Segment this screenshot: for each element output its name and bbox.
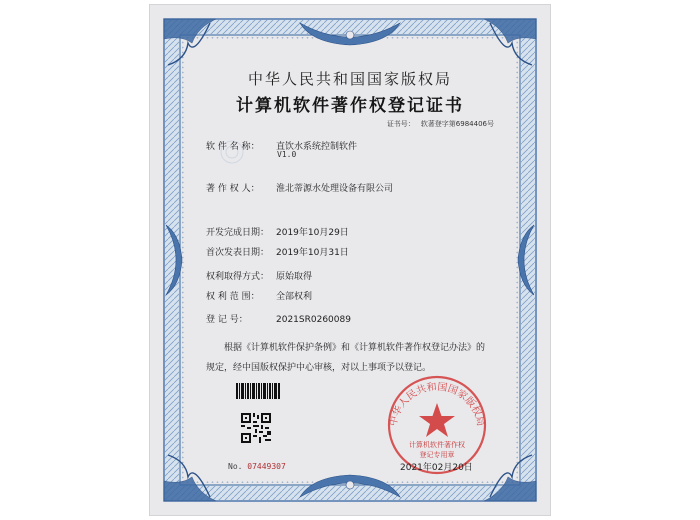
serial-number [228,462,286,471]
field-label: 权利取得方式： [206,272,270,282]
field-label: 开发完成日期： [206,228,270,238]
field-value: 原始取得 [276,272,313,282]
software-version: V1.0 [277,150,297,159]
field-rights-scope [206,289,312,302]
field-label: 登 记 号： [206,315,248,325]
certificate-number [387,119,494,129]
field-registration-number [206,312,351,325]
certificate-sheet [150,5,550,515]
body-text-line-2: 规定，经中国版权保护中心审核，对以上事项予以登记。 [206,363,432,373]
qr-code [241,413,271,443]
field-pub-date [206,245,349,258]
body-text-line-1: 根据《计算机软件保护条例》和《计算机软件著作权登记办法》的 [224,343,486,353]
issuer-title: 中华人民共和国国家版权局 [247,70,452,88]
certificate-number-label: 证书号： [386,120,415,128]
field-value: 直饮水系统控制软件 [276,142,358,152]
field-label: 著 作 权 人： [206,184,260,194]
serial-prefix: No. [228,462,243,471]
field-value: 全部权利 [276,292,313,302]
field-value: 淮北蒂源水处理设备有限公司 [276,184,394,194]
field-label: 权 利 范 围： [206,292,260,302]
field-copyright-owner [206,181,393,194]
certificate-title: 计算机软件著作权登记证书 [236,96,464,116]
seal-inner-line-2: 登记专用章 [419,451,455,459]
serial-value: 07449307 [247,462,286,471]
field-value: 2019年10月29日 [276,228,349,238]
field-acquire-method [206,269,312,282]
field-value: 2019年10月31日 [276,248,349,258]
seal-outer-text: 中华人民共和国国家版权局 [388,381,486,428]
field-value: 2021SR0260089 [276,315,351,325]
barcode [236,383,280,399]
issue-date: 2021年02月20日 [400,463,473,473]
field-dev-date [206,225,349,238]
field-label: 软 件 名 称： [206,142,260,152]
field-label: 首次发表日期： [206,248,270,258]
certificate-number-value: 软著登字第6984406号 [420,120,494,128]
seal-inner-line-1: 计算机软件著作权 [409,441,465,449]
